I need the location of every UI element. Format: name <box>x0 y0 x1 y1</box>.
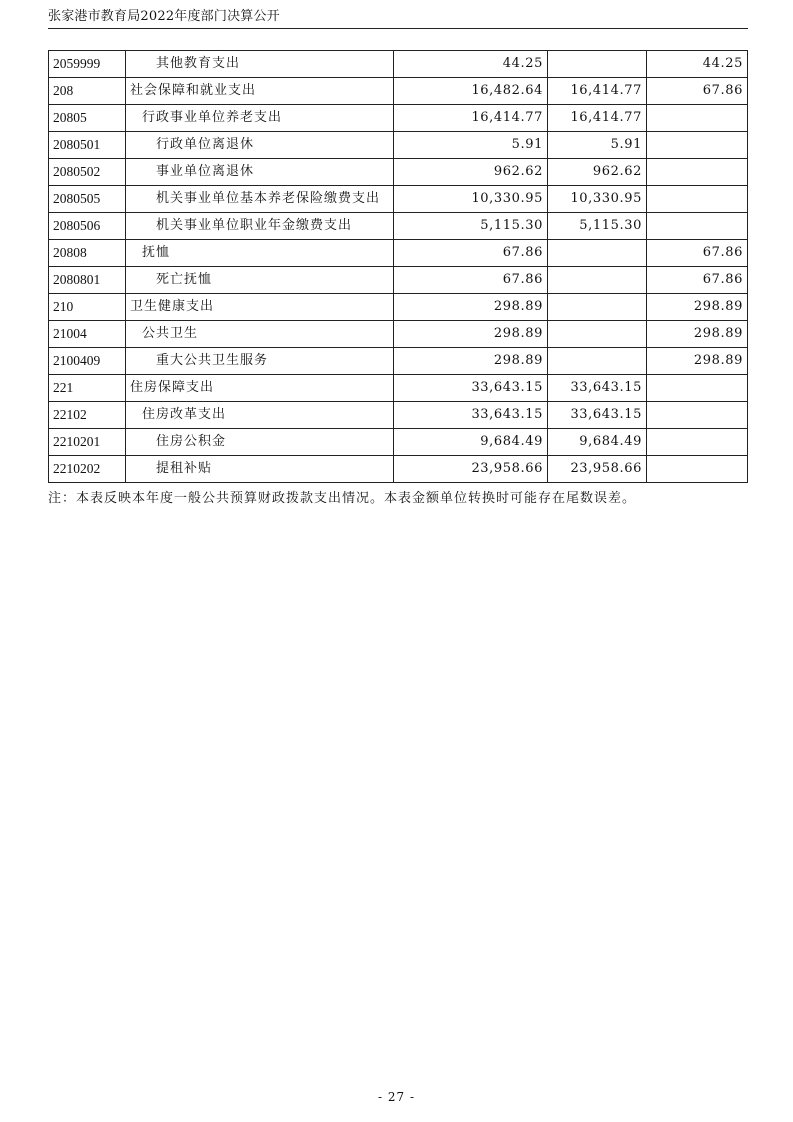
row-total: 5.91 <box>394 132 548 159</box>
table-row <box>49 132 748 159</box>
table-row <box>49 294 748 321</box>
row-total: 10,330.95 <box>394 186 548 213</box>
row-basic: 23,958.66 <box>548 456 647 483</box>
row-project <box>647 132 748 159</box>
row-basic: 5,115.30 <box>548 213 647 240</box>
row-project <box>647 375 748 402</box>
row-code: 2080502 <box>49 159 126 186</box>
row-name: 机关事业单位基本养老保险缴费支出 <box>126 186 394 213</box>
table-row <box>49 51 748 78</box>
row-name: 抚恤 <box>126 240 394 267</box>
row-code: 20805 <box>49 105 126 132</box>
row-basic <box>548 294 647 321</box>
table-footnote: 注：本表反映本年度一般公共预算财政拨款支出情况。本表金额单位转换时可能存在尾数误差。 <box>48 491 637 506</box>
row-name: 行政单位离退休 <box>126 132 394 159</box>
table-body <box>49 51 748 483</box>
row-project: 67.86 <box>647 78 748 105</box>
row-total: 16,414.77 <box>394 105 548 132</box>
row-basic: 10,330.95 <box>548 186 647 213</box>
table-row <box>49 402 748 429</box>
row-code: 2080506 <box>49 213 126 240</box>
row-name: 卫生健康支出 <box>126 294 394 321</box>
row-basic <box>548 267 647 294</box>
row-name: 社会保障和就业支出 <box>126 78 394 105</box>
row-code: 2100409 <box>49 348 126 375</box>
row-name: 住房公积金 <box>126 429 394 456</box>
row-total: 298.89 <box>394 321 548 348</box>
row-project: 298.89 <box>647 348 748 375</box>
row-basic: 16,414.77 <box>548 78 647 105</box>
row-total: 67.86 <box>394 240 548 267</box>
row-total: 33,643.15 <box>394 402 548 429</box>
row-project: 298.89 <box>647 321 748 348</box>
row-name: 其他教育支出 <box>126 51 394 78</box>
row-basic: 5.91 <box>548 132 647 159</box>
row-total: 298.89 <box>394 294 548 321</box>
row-basic: 33,643.15 <box>548 375 647 402</box>
table-row <box>49 186 748 213</box>
row-basic <box>548 240 647 267</box>
row-code: 208 <box>49 78 126 105</box>
table-row <box>49 375 748 402</box>
expenditure-table <box>48 50 748 483</box>
row-basic: 9,684.49 <box>548 429 647 456</box>
row-total: 16,482.64 <box>394 78 548 105</box>
row-basic <box>548 321 647 348</box>
row-code: 2080505 <box>49 186 126 213</box>
row-project: 67.86 <box>647 267 748 294</box>
row-code: 21004 <box>49 321 126 348</box>
row-total: 23,958.66 <box>394 456 548 483</box>
row-name: 行政事业单位养老支出 <box>126 105 394 132</box>
row-basic <box>548 348 647 375</box>
row-project: 44.25 <box>647 51 748 78</box>
row-total: 44.25 <box>394 51 548 78</box>
row-project: 67.86 <box>647 240 748 267</box>
table-row <box>49 78 748 105</box>
row-project <box>647 159 748 186</box>
row-code: 2210201 <box>49 429 126 456</box>
page-header <box>48 8 748 29</box>
header-title: 张家港市教育局2022年度部门决算公开 <box>48 9 280 24</box>
row-project: 298.89 <box>647 294 748 321</box>
row-code: 2080801 <box>49 267 126 294</box>
row-basic: 16,414.77 <box>548 105 647 132</box>
row-total: 5,115.30 <box>394 213 548 240</box>
table-row <box>49 267 748 294</box>
table-row <box>49 456 748 483</box>
table-row <box>49 348 748 375</box>
page-number: - 27 - <box>377 1090 415 1104</box>
table-row <box>49 105 748 132</box>
row-code: 210 <box>49 294 126 321</box>
row-project <box>647 429 748 456</box>
table-row <box>49 321 748 348</box>
table-row <box>49 159 748 186</box>
row-code: 20808 <box>49 240 126 267</box>
row-basic: 33,643.15 <box>548 402 647 429</box>
row-code: 22102 <box>49 402 126 429</box>
row-name: 事业单位离退休 <box>126 159 394 186</box>
row-basic <box>548 51 647 78</box>
row-name: 公共卫生 <box>126 321 394 348</box>
row-project <box>647 456 748 483</box>
row-project <box>647 105 748 132</box>
row-code: 221 <box>49 375 126 402</box>
row-basic: 962.62 <box>548 159 647 186</box>
table-row <box>49 429 748 456</box>
table-row <box>49 240 748 267</box>
row-name: 机关事业单位职业年金缴费支出 <box>126 213 394 240</box>
row-total: 9,684.49 <box>394 429 548 456</box>
table-row <box>49 213 748 240</box>
row-total: 962.62 <box>394 159 548 186</box>
row-project <box>647 402 748 429</box>
row-code: 2210202 <box>49 456 126 483</box>
row-name: 住房改革支出 <box>126 402 394 429</box>
row-code: 2059999 <box>49 51 126 78</box>
row-code: 2080501 <box>49 132 126 159</box>
row-project <box>647 186 748 213</box>
row-name: 提租补贴 <box>126 456 394 483</box>
row-name: 住房保障支出 <box>126 375 394 402</box>
row-total: 67.86 <box>394 267 548 294</box>
row-total: 298.89 <box>394 348 548 375</box>
row-total: 33,643.15 <box>394 375 548 402</box>
row-name: 重大公共卫生服务 <box>126 348 394 375</box>
row-name: 死亡抚恤 <box>126 267 394 294</box>
row-project <box>647 213 748 240</box>
